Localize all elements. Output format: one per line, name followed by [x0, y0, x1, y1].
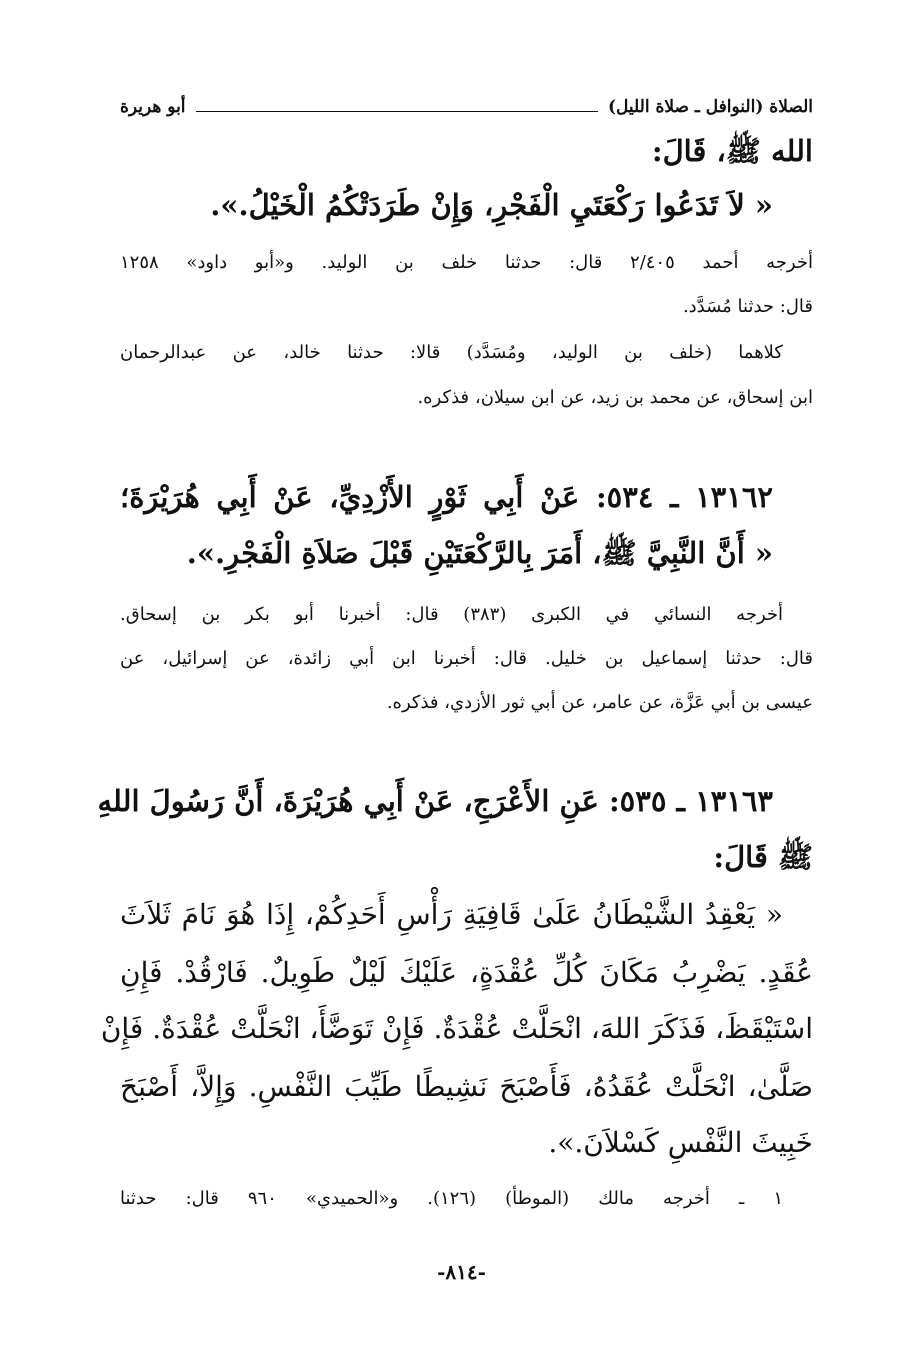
hadith-text-line: اسْتَيْقَظَ، فَذَكَرَ اللهَ، انْحَلَّتْ عُقْدَةٌ. فَإِنْ تَوَضَّأَ، انْحَلَّتْ عُقْدَةٌ. فَإِنْ [100, 1012, 813, 1045]
note-line: ابن إسحاق، عن محمد بن زيد، عن ابن سيلان، فذكره. [417, 387, 813, 408]
hadith-text-line: صَلَّىٰ، انْحَلَّتْ عُقَدُهُ، فَأَصْبَحَ نَشِيطًا طَيِّبَ النَّفْسِ. وَإِلاَّ، أَصْبَحَ [120, 1070, 813, 1103]
hadith-text-line: خَبِيثَ النَّفْسِ كَسْلاَنَ.». [548, 1126, 813, 1159]
hadith-heading: ١٣١٦٢ ـ ٥٣٤: عَنْ أَبِي ثَوْرٍ الأَزْدِيِّ، عَنْ أَبِي هُرَيْرَةَ؛ [120, 480, 773, 514]
note-line: أخرجه النسائي في الكبرى (٣٨٣) قال: أخبرنا أبو بكر بن إسحاق. [120, 604, 783, 625]
header-rule [196, 111, 598, 112]
running-head [120, 92, 813, 122]
footnote-line: ١ ـ أخرجه مالك (الموطأ) (١٢٦). و«الحميدي» ٩٦٠ قال: حدثنا [120, 1188, 783, 1209]
note-line: قال: حدثنا إسماعيل بن خليل. قال: أخبرنا ابن أبي زائدة، عن إسرائيل، عن [120, 648, 813, 669]
hadith-text-line: « يَعْقِدُ الشَّيْطَانُ عَلَىٰ قَافِيَةِ رَأْسِ أَحَدِكُمْ، إِذَا هُوَ نَامَ ثَلاَثَ [120, 898, 783, 931]
note-line: أخرجه أحمد ٢/٤٠٥ قال: حدثنا خلف بن الوليد. و«أبو داود» ١٢٥٨ [120, 252, 813, 273]
page-number: -٨١٤- [437, 1260, 486, 1284]
hadith-text-line: « أَنَّ النَّبِيَّ ﷺ، أَمَرَ بِالرَّكْعَتَيْنِ قَبْلَ صَلاَةِ الْفَجْرِ.». [186, 536, 773, 570]
note-line: عيسى بن أبي عَزَّة، عن عامر، عن أبي ثور الأزدي، فذكره. [386, 692, 813, 713]
hadith-heading: ١٣١٦٣ ـ ٥٣٥: عَنِ الأَعْرَجِ، عَنْ أَبِي هُرَيْرَةَ، أَنَّ رَسُولَ اللهِ [97, 784, 773, 818]
note-line: قال: حدثنا مُسَدَّد. [682, 296, 813, 317]
narrator-name: أبو هريرة [120, 97, 186, 117]
section-title: الصلاة (النوافل ـ صلاة الليل) [608, 97, 813, 117]
text-line: ﷺ قَالَ: [713, 840, 813, 874]
hadith-text-line: عُقَدٍ. يَضْرِبُ مَكَانَ كُلِّ عُقْدَةٍ، عَلَيْكَ لَيْلٌ طَوِيلٌ. فَارْقُدْ. فَإِنِ [120, 956, 813, 989]
text-line: الله ﷺ، قَالَ: [651, 134, 813, 168]
note-line: كلاهما (خلف بن الوليد، ومُسَدَّد) قالا: حدثنا خالد، عن عبدالرحمان [120, 342, 783, 363]
hadith-text-line: « لاَ تَدَعُوا رَكْعَتَيِ الْفَجْرِ، وَإِنْ طَرَدَتْكُمُ الْخَيْلُ.». [210, 188, 773, 222]
